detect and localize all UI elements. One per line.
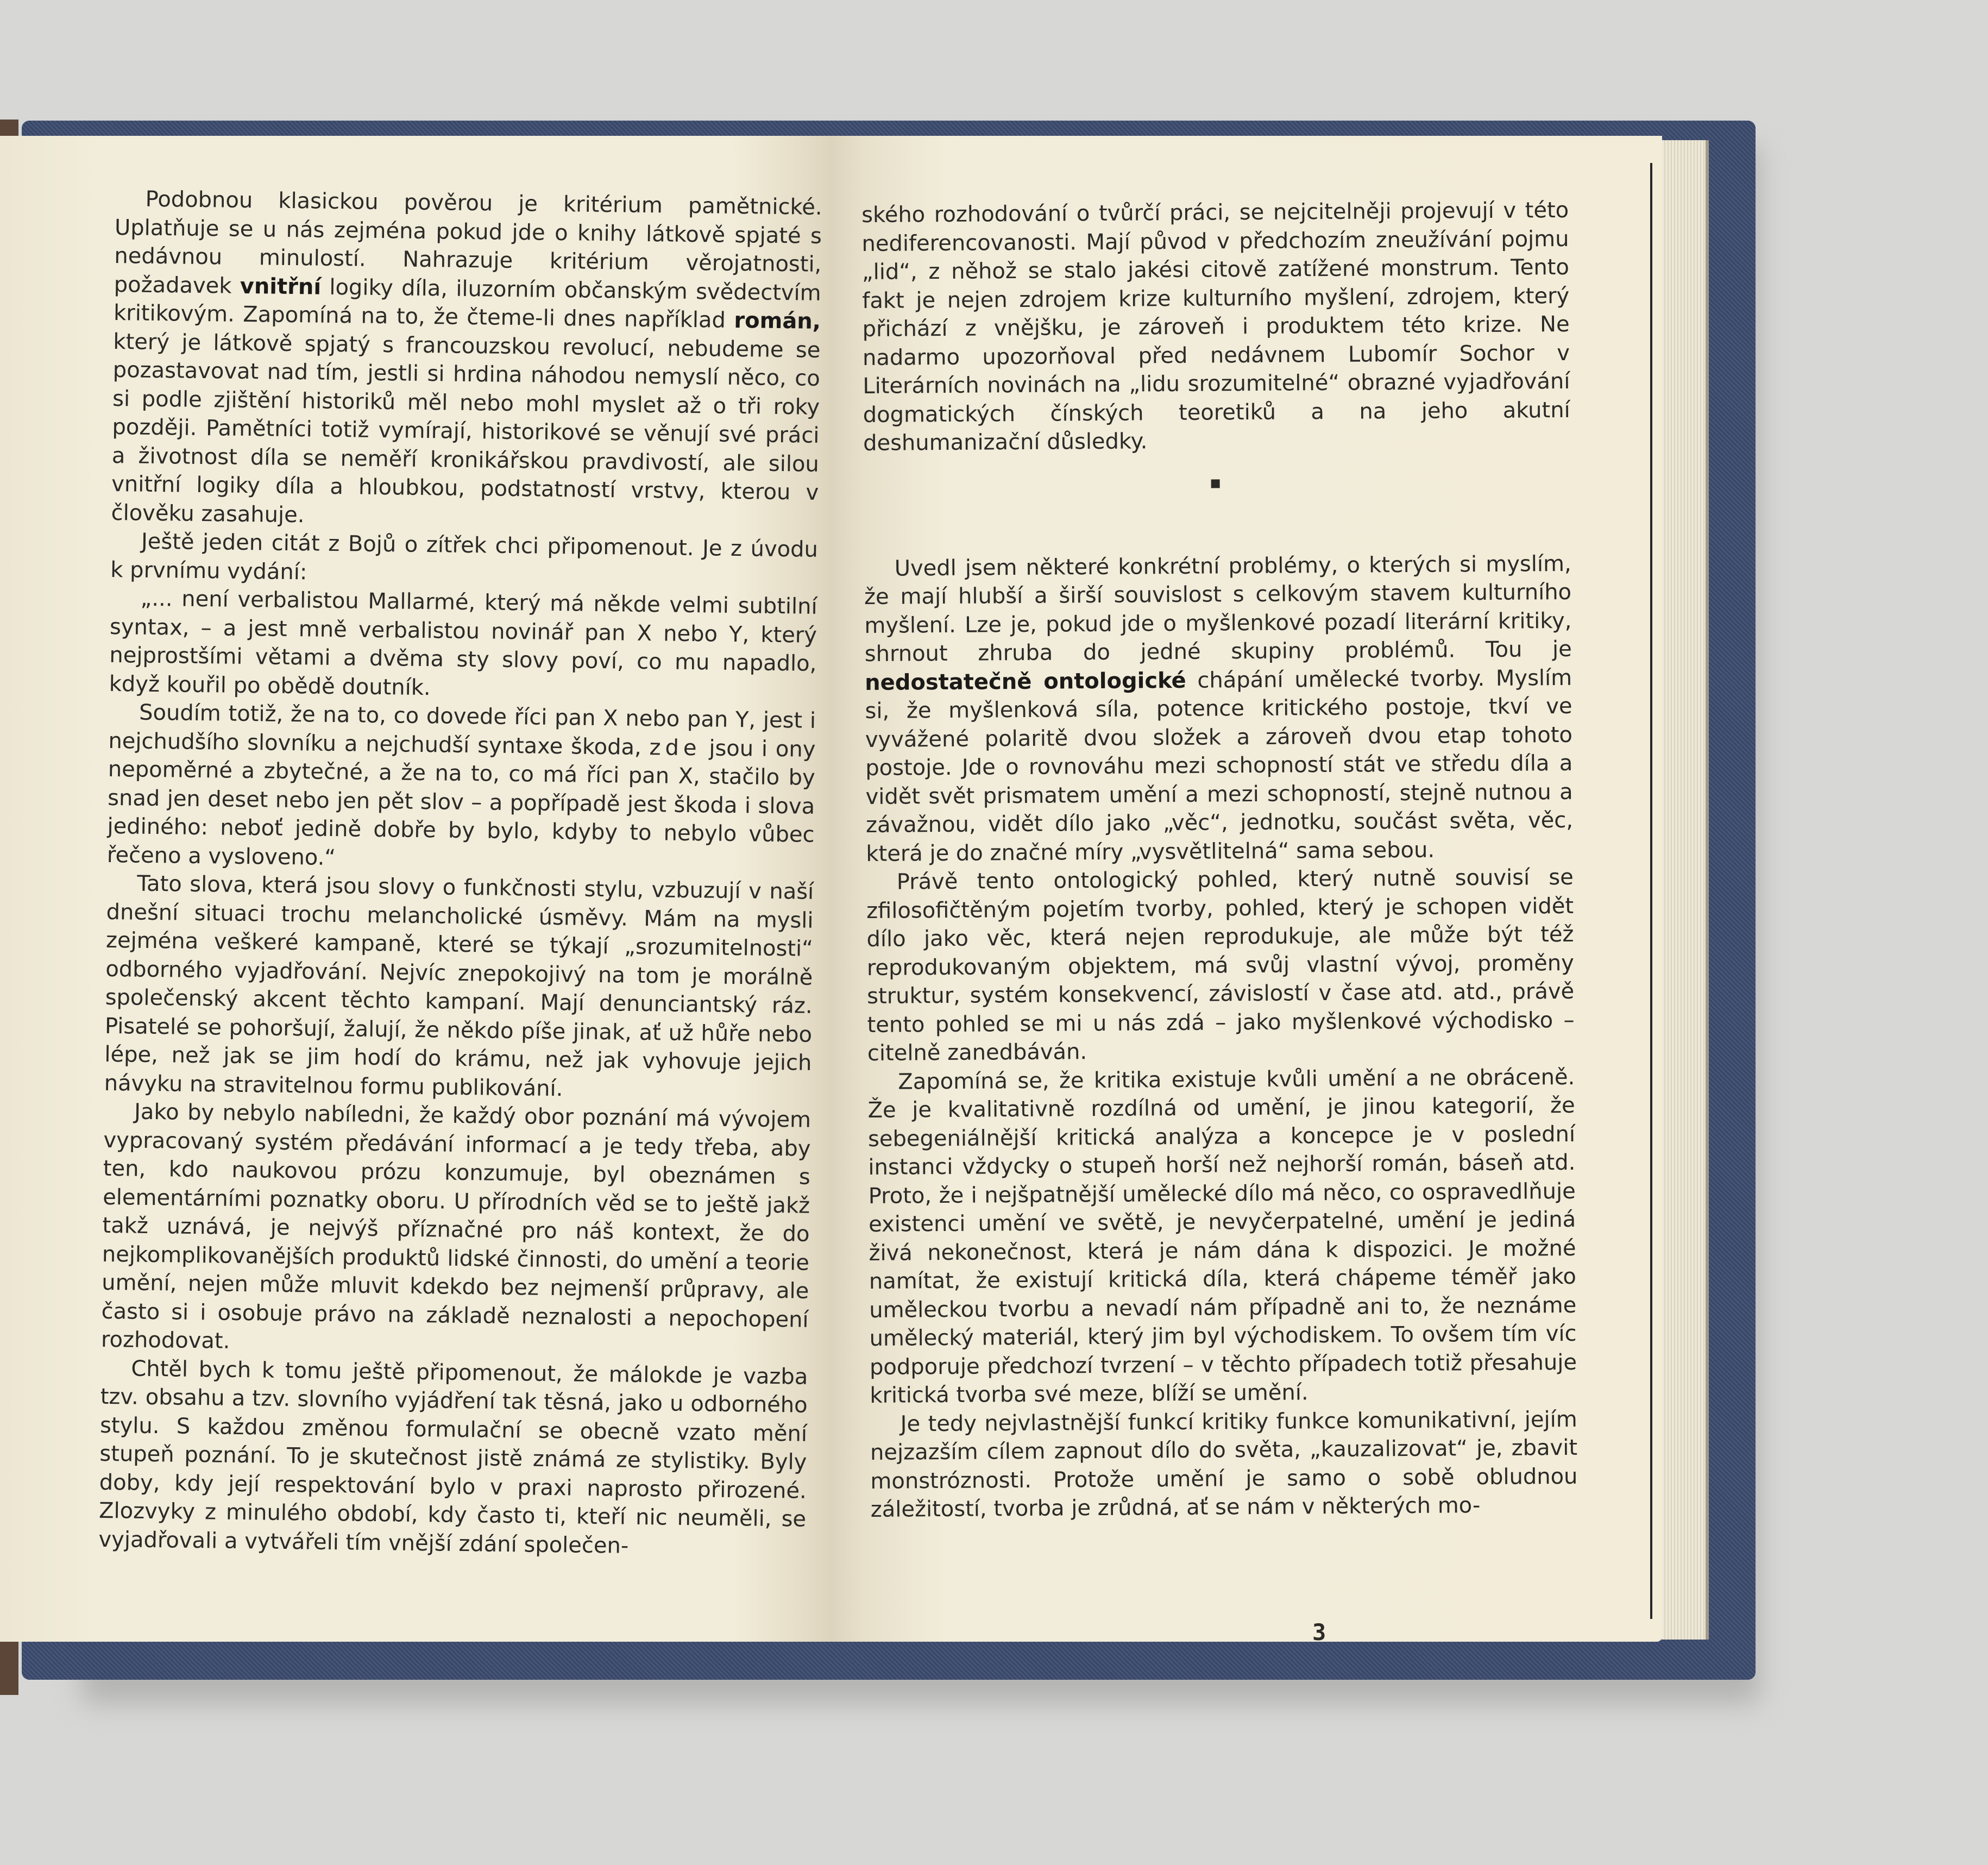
text-run: Podobnou klasickou pověrou je kritérium pamětnické. Uplatňuje se u nás zejména pokud jde o knihy látkově spjaté s nedávnou minulostí. Nahrazuje kritérium věrojatnosti, požadavek bbox=[114, 186, 822, 299]
text-run: Soudím totiž, že na to, co dovede říci pan X nebo pan Y, jest i nejchudšího slovníku a nejchudší syntaxe škoda, bbox=[108, 700, 816, 760]
text-run: logiky díla, iluzorním občanským svědectvím kritikovým. Zapomíná na to, že čteme-li dnes například bbox=[113, 274, 821, 333]
text-run: jsou i ony nepoměrné a zbytečné, a že na to, co má říci pan X, stačilo by snad jen deset nebo jen pět slov – a popřípadě jest škoda i slova jediného: neboť jedině dobře by bylo, kdyby to nebylo vůbec řečeno a vysloveno.“ bbox=[106, 735, 816, 870]
paragraph: Jako by nebylo nabíledni, že každý obor poznání má vývojem vypracovaný systém předávání informací a je tedy třeba, aby ten, kdo naukovou prózu konzumuje, byl obeznámen s elementárními poznatky oboru. U přírodních věd se to ještě jakž takž uznává, je nejvýš příznačné pro náš kontext, že do nejkomplikovanějších produktů lidské činnosti, do umění a teorie umění, nejen může mluvit kdekdo bez nejmenší průpravy, ale často si i osobuje právo na základě neznalosti a nepochopení rozhodovat. bbox=[100, 1099, 811, 1354]
paragraph bbox=[111, 185, 822, 536]
paragraph: Je tedy nejvlastnější funkcí kritiky funkce komunikativní, jejím nejzazším cílem zapnout dílo do světa, „kauzalizovat“ je, zbavit monstróznosti. Protože umění je samo o sobě obludnou záležitostí, tvorba je zrůdná, ať se nám v některých mo- bbox=[870, 1406, 1578, 1522]
left-column bbox=[98, 185, 822, 1562]
page-edge-line bbox=[1650, 163, 1652, 1619]
bold-word: román, bbox=[734, 307, 821, 334]
bold-phrase: nedostatečně ontologické bbox=[865, 668, 1186, 695]
paragraph: Chtěl bych k tomu ještě připomenout, že málokde je vazba tzv. obsahu a tzv. slovního vyjádření tak těsná, jako u odborného stylu. S každou změnou formulační se obecně vzato mění stupeň poznání. To je skutečnost jistě známá ze stylistiky. Byly doby, kdy její respektování bylo v praxi naprosto přirozené. Zlozvyky z minulého období, kdy často ti, kteří nic neuměli, se vyjadřovali a vytvářeli tím vnější zdání společen- bbox=[98, 1356, 808, 1559]
paragraph: Tato slova, která jsou slovy o funkčnosti stylu, vzbuzují v naší dnešní situaci trochu melancholické úsměvy. Mám na mysli zejména veškeré kampaně, které se týkají „srozumitelnosti“ odborného vyjadřování. Nejvíc znepokojivý na tom je morálně společenský akcent těchto kampaní. Mají denunciantský ráz. Pisatelé se pohoršují, žalují, že někdo píše jinak, ať už hůře nebo lépe, než jak se jim hodí do krámu, než jak vyhovuje jejich návyku na stravitelnou formu publikování. bbox=[104, 871, 814, 1101]
section-separator bbox=[1211, 479, 1220, 488]
paragraph: Právě tento ontologický pohled, který nutně souvisí se zfilosofičtěným pojetím tvorby, pohled, který je schopen vidět dílo jako věc, která nejen reprodukuje, ale může být též reprodukovaným objektem, má svůj vlastní vývoj, proměny struktur, systém konsekvencí, závislostí v čase atd. atd., právě tento pohled se mi u nás zdá – jako myšlenkové východisko – citelně zanedbáván. bbox=[866, 864, 1575, 1066]
right-column bbox=[861, 196, 1578, 1524]
paragraph: ského rozhodování o tvůrčí práci, se nejcitelněji projevují v této nediferencovanosti. Mají původ v předchozím zneužívání pojmu „lid“, z něhož se stalo jakési citově zatížené monstrum. Tento fakt je nejen zdrojem krize kulturního myšlení, zdrojem, který přichází z vnějšku, je zároveň i produktem této krize. Ne nadarmo upozorňoval před nedávnem Lubomír Sochor v Literárních novinách na „lidu srozumitelné“ obrazné vyjadřování dogmatických čínských teoretiků a na jeho akutní deshumanizační důsledky. bbox=[861, 197, 1570, 456]
paragraph: Zapomíná se, že kritika existuje kvůli umění a ne obráceně. Že je kvalitativně rozdílná od umění, je jinou kategorií, že sebegeniálnější kritická analýza a koncepce je v poslední instanci vždycky o stupeň horší než nejhorší román, báseň atd. Proto, že i nejšpatnější umělecké dílo má něco, co ospravedlňuje existenci umění ve světě, je nevyčerpatelné, umění je jediná živá nekonečnost, která je nám dána k dispozici. Je možné namítat, že existují kritická díla, která chápeme téměř jako uměleckou tvorbu a nevadí nám případně ani to, že neznáme umělecký materiál, který jim byl východiskem. To ovšem tím víc podporuje předchozí tvrzení – v těchto případech totiž přesahuje kritická tvorba své meze, blíží se umění. bbox=[867, 1064, 1577, 1408]
text-run: který je látkově spjatý s francouzskou revolucí, nebudeme se pozastavovat nad tím, jestli si hrdina náhodou nemyslí něco, co si podle zjištění historiků měl nebo mohl myslet až o tři roky později. Pamětníci totiž vymírají, historikové se věnují své práci a životnost díla se neměří kronikářskou pravdivostí, ale silou vnitřní logiky díla a hloubkou, podstatností vrstvy, kterou v člověku zasahuje. bbox=[111, 329, 821, 528]
quote-paragraph: „... není verbalistou Mallarmé, který má někde velmi subtilní syntax, – a jest mně verbalistou novinář pan X nebo Y, který nejprostšími větami a dvěma sty slovy poví, co mu napadlo, když kouřil po obědě doutník. bbox=[109, 586, 817, 700]
text-run: chápání umělecké tvorby. Myslím si, že myšlenková síla, potence kritického postoje, tkví ve vyvážené polaritě dvou složek a zároveň dvou etap tohoto postoje. Jde o rovnováhu mezi schopností stát ve středu díla a vidět svět prismatem umění a mezi schopností, stejně nutnou a závažnou, vidět dílo jako „věc“, jednotku, součást světa, věc, která je do značné míry „vysvětlitelná“ sama sebou. bbox=[865, 665, 1574, 866]
text-run: Uvedl jsem některé konkrétní problémy, o kterých si myslím, že mají hlubší a širší souvislost s celkovým stavem kulturního myšlení. Lze je, pokud jde o myšlenkové pozadí literární kritiky, shrnout zhruba do jedné skupiny problémů. Tou je bbox=[864, 551, 1572, 667]
paragraph: Ještě jeden citát z Bojů o zítřek chci připomenout. Je z úvodu k prvnímu vydání: bbox=[110, 529, 819, 585]
spaced-word: zde bbox=[649, 734, 701, 761]
page-number: 3 bbox=[1312, 1619, 1326, 1646]
paragraph bbox=[107, 698, 816, 878]
bold-word: vnitřní bbox=[240, 273, 322, 300]
paragraph bbox=[864, 549, 1574, 868]
